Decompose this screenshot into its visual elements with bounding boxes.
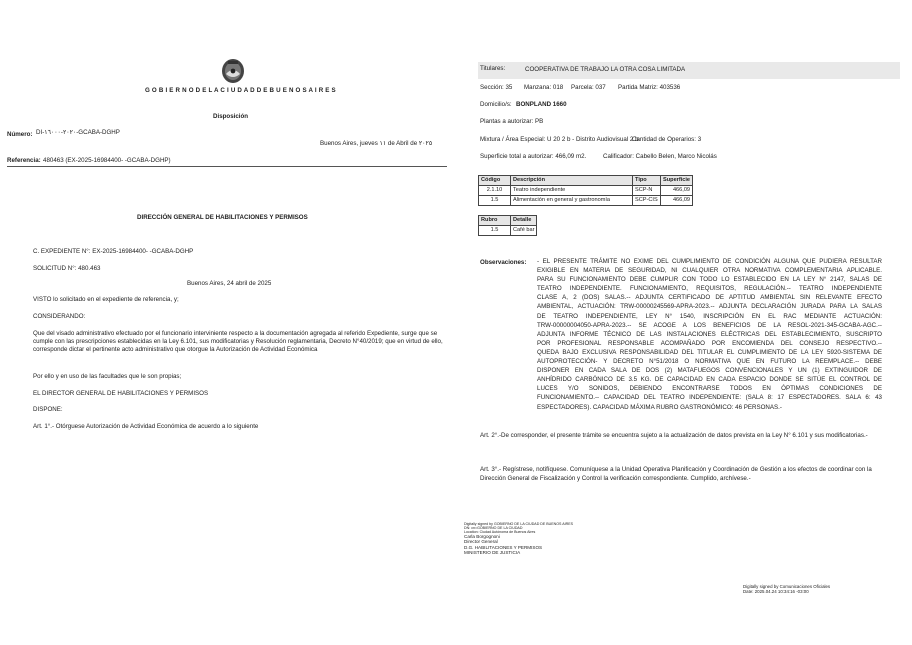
- table-cell: 466,09: [661, 186, 693, 196]
- dispone: DISPONE:: [33, 406, 63, 413]
- observaciones-line: AUTOPROTECCIÓN- Y DECRETO N°51/2018 O NORMATIVA QUE EN FUTURO LA REEMPLACE.-- DEBE: [537, 358, 882, 366]
- date-line: Buenos Aires, 24 abril de 2025: [187, 280, 272, 287]
- observaciones-line: DISPONER EN CADA SALA DE DOS (2) MATAFUEGOS CONVENCIONALES Y UN (1) EXTINGUIDOR DE: [537, 367, 882, 375]
- document-type: Disposición: [213, 113, 249, 120]
- table-cell: 466,09: [661, 196, 693, 206]
- calificador: Calificador: Cabello Belen, Marco Nicolás: [603, 153, 717, 160]
- government-title: G O B I E R N O D E L A C I U D A D D E B U E N O S A I R E S: [145, 87, 336, 94]
- table-header-cell: Código: [479, 176, 511, 186]
- digital-signature-stamp: [743, 584, 830, 594]
- expediente: C. EXPEDIENTE N°: EX-2025-16984400- -GCABA-DGHP: [33, 248, 194, 255]
- table-cell: Alimentación en general y gastronomía: [511, 196, 633, 206]
- observaciones-line: PARA SU FUNCIONAMIENTO DEBE CUMPLIR CON TODO LO ESTABLECIDO EN LA LEY N° 2147, SALAS DE: [537, 276, 882, 284]
- observaciones-line: - EL PRESENTE TRÁMITE NO EXIME DEL CUMPLIMIENTO DE CONDICIÓN ALGUNA QUE PUDIERA RESULTAR: [537, 258, 882, 265]
- right-page: [456, 0, 912, 645]
- observaciones-line: QUEDA BAJO EXCLUSIVA RESPONSABILIDAD DEL TITULAR EL CUMPLIMIENTO DE LA LEY 5920-SISTEMA DE: [537, 348, 882, 356]
- table-row: [479, 226, 537, 236]
- considerando-heading: CONSIDERANDO:: [33, 313, 86, 320]
- table-cell: SCP-CIS: [633, 196, 661, 206]
- titulares-value: COOPERATIVA DE TRABAJO LA OTRA COSA LIMITADA: [525, 66, 686, 73]
- table-header-cell: Detalle: [511, 216, 537, 226]
- signature-meta-line: Location: Ciudad Autónoma de Buenos Aires: [464, 530, 536, 535]
- article-2: Art. 2°.-De corresponder, el presente trámite se encuentra sujeto a la actualización de datos prevista en la Ley N° 6.101 y sus modificatorias.-: [480, 432, 868, 439]
- observaciones-line: LUCES Y/O SONIDOS, DEBIENDO ENCONTRARSE TODOS EN ÓPTIMAS CONDICIONES DE: [537, 385, 882, 393]
- cantidad-operarios: Cantidad de Operarios: 3: [632, 136, 702, 143]
- superficie: Superficie total a autorizar: 466,09 m2.: [480, 153, 587, 160]
- signer-department: D.G. HABILITACIONES Y PERMISOS: [464, 544, 543, 550]
- director: EL DIRECTOR GENERAL DE HABILITACIONES Y PERMISOS: [33, 390, 209, 397]
- signature-meta-line: DN: cn=GOBIERNO DE LA CIUDAD: [464, 526, 523, 531]
- plantas: Plantas a autorizar: PB: [480, 118, 544, 125]
- table-cell: Teatro independiente: [511, 186, 633, 196]
- solicitud: SOLICITUD N°: 480.463: [33, 265, 101, 272]
- observaciones-label: Observaciones:: [480, 259, 527, 266]
- referencia-label: Referencia:: [7, 157, 41, 164]
- observaciones-line: CLASE A, 2 (DOS) SALAS.-- ADJUNTA CERTIFICADO DE APTITUD AMBIENTAL SIN RELEVANTE EFECTO: [537, 294, 882, 302]
- table-header-cell: Rubro: [479, 216, 511, 226]
- coat-of-arms-logo: [219, 56, 247, 84]
- table-header-cell: Superficie: [661, 176, 693, 186]
- table-header-row: [479, 176, 693, 186]
- observaciones-line: DE TEATRO INDEPENDIENTE, LEY N° 1540, INSCRIPCIÓN EN EL RAC MEDIANTE ACTUACIÓN:: [537, 312, 882, 320]
- observaciones-block: [537, 257, 882, 412]
- facultades: Por ello y en uso de las facultades que le son propias;: [33, 373, 182, 380]
- seccion: Sección: 35: [480, 84, 513, 91]
- direccion-title: DIRECCIÓN GENERAL DE HABILITACIONES Y PERMISOS: [137, 214, 308, 221]
- titulares-label: Titulares:: [480, 65, 506, 72]
- manzana: Manzana: 018: [524, 84, 564, 91]
- place-date: Buenos Aires, jueves ١١ de Abril de ٢٠٢٥: [320, 140, 433, 147]
- numero-value: DI-٢٠٢٠-١٦٠٠٠-GCABA-DGHP: [36, 129, 120, 136]
- table-header-cell: Descripción: [511, 176, 633, 186]
- observaciones-line: POR PROFESIONAL RESPONSABLE ACOMPAÑADO POR ENCOMIENDA DEL CONSEJO RESPECTIVO.--: [537, 339, 882, 347]
- table-row: [479, 186, 693, 196]
- table-cell: Café bar: [511, 226, 537, 236]
- activities-table: [478, 175, 693, 206]
- visto: VISTO lo solicitado en el expediente de referencia, y;: [33, 296, 179, 303]
- rubro-table: [478, 215, 537, 236]
- table-cell: 1.5: [479, 226, 511, 236]
- observaciones-line: ANHÍDRIDO CARBÓNICO DE 3.5 KG. DE CAPACIDAD EN CADA ESPACIO DONDE SE SITÚE EL CONTROL DE: [537, 376, 882, 384]
- table-row: [479, 196, 693, 206]
- observaciones-line: FUNCIONAMIENTO.-- CAPACIDAD DEL TEATRO INDEPENDIENTE: (SALA 8: 17 ESPECTADORES. SALA 6: 43: [537, 394, 882, 402]
- considerando-text: Que del visado administrativo efectuado por el funcionario interviniente respecto a la documentación agregada al referido Expediente, surge que se cumple con las prescripciones establecidas en la Ley 6.101, sus modificatorias y Resolución reglamentaria, Decreto N°40/2019; que en virtud de ello, corresponde dictar el pertinente acto administrativo que otorgue la Autorización de Actividad Económica: [33, 330, 443, 353]
- digital-signature-line: Date: 2025.04.24 10:34:16 -03:00: [743, 589, 809, 594]
- signer-ministry: MINISTERIO DE JUSTICIA: [464, 549, 521, 555]
- table-header-row: [479, 216, 537, 226]
- table-cell: 2.1.10: [479, 186, 511, 196]
- parcela: Parcela: 037: [571, 84, 606, 91]
- signature-block: [464, 522, 573, 555]
- domicilio-label: Domicilio/s:: [480, 101, 512, 108]
- article-1: Art. 1°.- Otórguese Autorización de Actividad Económica de acuerdo a lo siguiente: [33, 423, 259, 430]
- table-cell: SCP-N: [633, 186, 661, 196]
- numero-label: Número:: [7, 131, 33, 138]
- signature-meta-line: Digitally signed by GOBIERNO DE LA CIUDAD DE BUENOS AIRES: [464, 522, 574, 526]
- observaciones-line: TEATRO INDEPENDIENTE. FUNCIONAMIENTO, REQUISITOS, REGULACIÓN.-- TEATRO INDEPENDIENTE: [537, 285, 882, 293]
- observaciones-line: TRW-00000004050-APRA-2023.-- SE ACOGE A LOS BENEFICIOS DE LA RESOL-2021-345-GCABA-AGC.--: [537, 321, 882, 329]
- observaciones-line: ADJUNTA INFORME TÉCNICO DE LAS INSTALACIONES ELÉCTRICAS DEL ESTABLECIMIENTO, SUSCRIPTO: [537, 330, 882, 338]
- observaciones-line: ESPECTADORES). CAPACIDAD MÁXIMA RUBRO GASTRONÓMICO: 46 PERSONAS.-: [537, 403, 782, 411]
- header-divider: [7, 166, 447, 167]
- table-cell: 1.5: [479, 196, 511, 206]
- mixtura: Mixtura / Área Especial: U 20 2 b - Distrito Audiovisual 2 b: [480, 136, 639, 143]
- referencia-value: 480463 (EX-2025-16984400- -GCABA-DGHP): [43, 157, 171, 164]
- article-3: Art. 3°.- Regístrese, notifíquese. Comuníquese a la Unidad Operativa Planificación y Coordinación de Gestión a los efectos de coordinar con la Dirección General de Fiscalización y Control la verificación correspondiente. Cumplido, archívese.-: [480, 466, 872, 482]
- signer-name: Carla Borgognoni: [464, 534, 500, 540]
- observaciones-line: AMBIENTAL, ACTUACIÓN: TRW-00000245569-APRA-2023.-- ADJUNTA DECLARACIÓN JURADA PARA LA SALAS: [537, 303, 882, 311]
- table-header-cell: Tipo: [633, 176, 661, 186]
- domicilio-value: BONPLAND 1660: [516, 101, 567, 108]
- partida: Partida Matriz: 403536: [618, 84, 681, 91]
- digital-signature-line: Digitally signed by Comunicaciones Oficiales: [743, 584, 831, 589]
- signer-role: Director General: [464, 539, 498, 545]
- observaciones-line: EXIGIBLE EN MATERIA DE SEGURIDAD, NI CUALQUIER OTRA NORMATIVA COMPLEMENTARIA APLICABLE.: [537, 267, 882, 275]
